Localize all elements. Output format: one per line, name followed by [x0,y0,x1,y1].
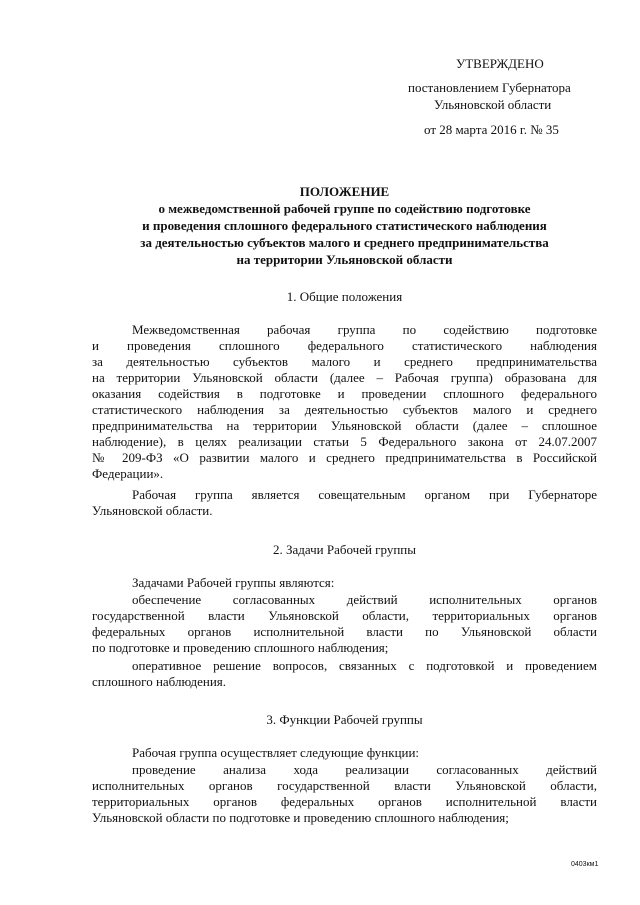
section-2-paragraph-2 [92,658,597,690]
text-line: № 209-ФЗ «О развитии малого и среднего предпринимательства в Российской [92,450,597,465]
text-line: Задачами Рабочей группы являются: [132,575,335,590]
document-title [92,183,597,268]
text-line: Рабочая группа является совещательным органом при Губернаторе [132,487,597,502]
text-line: статистического наблюдения за деятельностью субъектов малого и среднего [92,402,597,417]
section-2-paragraph-1 [92,592,597,656]
text-line: и проведения сплошного федерального статистического наблюдения [92,338,597,353]
text-line: Межведомственная рабочая группа по содействию подготовке [132,322,597,337]
approval-line-2: Ульяновской области [434,97,552,112]
text-line: по подготовке и проведению сплошного наблюдения; [92,640,389,655]
section-2-intro [92,575,597,591]
section-2-heading: 2. Задачи Рабочей группы [273,542,416,557]
text-line: предпринимательства на территории Ульяновской области (далее – сплошное [92,418,597,433]
text-line: исполнительных органов государственной власти Ульяновской области, [92,778,597,793]
text-line: федеральных органов исполнительной власти по Ульяновской области [92,624,597,639]
text-line: государственной власти Ульяновской области, территориальных органов [92,608,597,623]
approval-title: УТВЕРЖДЕНО [456,56,544,71]
text-line: Федерации». [92,466,164,481]
text-line: Ульяновской области по подготовке и проведению сплошного наблюдения; [92,810,509,825]
title-line-4: за деятельностью субъектов малого и среднего предпринимательства [140,235,549,250]
section-1-paragraph-1 [92,322,597,482]
text-line: проведение анализа хода реализации согласованных действий [132,762,597,777]
text-line: оказания содействия в подготовке и проведении сплошного федерального [92,386,597,401]
text-line: на территории Ульяновской области (далее – Рабочая группа) образована для [92,370,597,385]
text-line: обеспечение согласованных действий исполнительных органов [132,592,597,607]
section-3-heading: 3. Функции Рабочей группы [266,712,423,727]
section-1-paragraph-2 [92,487,597,519]
approval-line-1: постановлением Губернатора [408,80,571,95]
title-line-3: и проведения сплошного федерального статистического наблюдения [142,218,547,233]
document-code: 0403км1 [571,861,599,868]
text-line: наблюдение), в целях реализации статьи 5 Федерального закона от 24.07.2007 [92,434,597,449]
title-line-2: о межведомственной рабочей группе по содействию подготовке [158,201,531,216]
section-1-heading: 1. Общие положения [286,289,403,304]
text-line: за деятельностью субъектов малого и среднего предпринимательства [92,354,597,369]
section-3-paragraph-1 [92,762,597,826]
text-line: Рабочая группа осуществляет следующие функции: [132,745,420,760]
text-line: сплошного наблюдения. [92,674,227,689]
text-line: оперативное решение вопросов, связанных с подготовкой и проведением [132,658,597,673]
text-line: Ульяновской области. [92,503,213,518]
title-line-1: ПОЛОЖЕНИЕ [299,184,390,199]
section-3-intro [92,745,597,761]
text-line: территориальных органов федеральных органов исполнительной власти [92,794,597,809]
approval-line-3: от 28 марта 2016 г. № 35 [424,122,559,137]
title-line-5: на территории Ульяновской области [236,252,453,267]
